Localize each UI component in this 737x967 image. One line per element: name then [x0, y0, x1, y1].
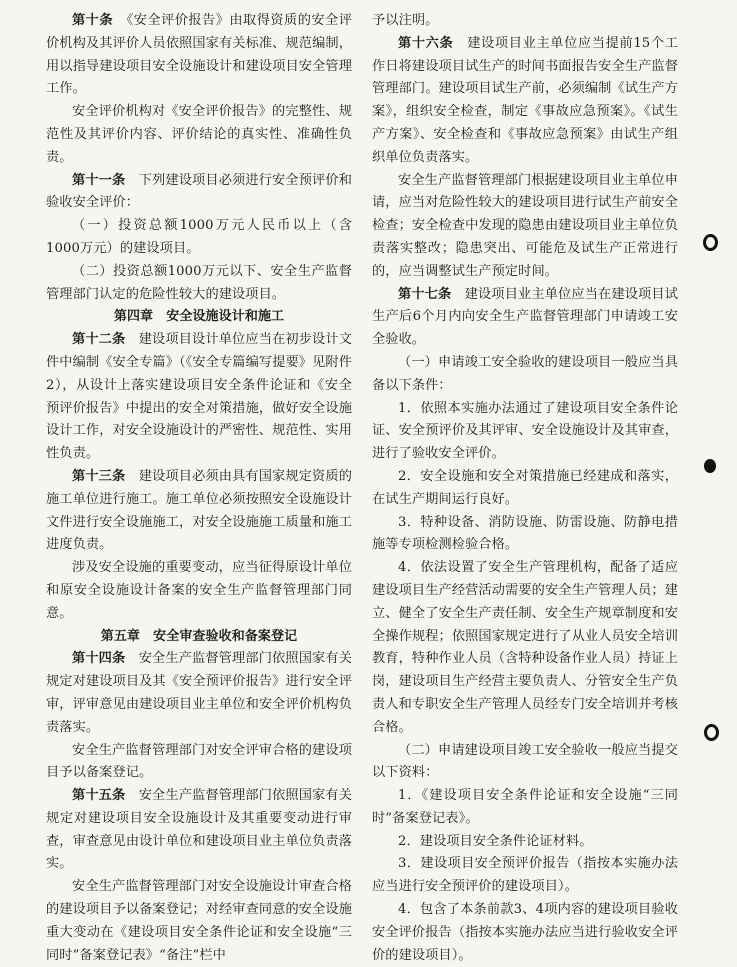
- body-paragraph: （一）投资总额1000万元人民币以上（含1000万元）的建设项目。: [46, 218, 352, 256]
- body-paragraph: （二）投资总额1000万元以下、安全生产监督管理部门认定的危险性较大的建设项目。: [46, 263, 352, 302]
- body-paragraph: 安全生产监督管理部门根据建设项目业主单位申请，应当对危险性较大的建设项目进行试生产前安全检查；安全检查中发现的隐患由建设项目业主单位负责落实整改；隐患突出、可能危及试生产正常进行的，应当调整试生产预定时间。: [372, 172, 678, 279]
- article-text: 建设项目必须由具有国家规定资质的施工单位进行施工。施工单位必须按照安全设施设计文件进行安全设施施工，对安全设施施工质量和施工进度负责。: [46, 468, 352, 553]
- article-paragraph: [46, 785, 352, 876]
- punch-hole-mark: [704, 724, 719, 741]
- article-label: 第十六条: [398, 35, 454, 51]
- article-label: 第十四条: [72, 651, 126, 667]
- article-text: 建设项目业主单位应当提前15个工作日将建设项目试生产的时间书面报告安全生产监督管理部门。建设项目试生产前，必须编制《试生产方案》，组织安全检查，制定《事故应急预案》。《试生产方案》、安全检查和《事故应急预案》由试生产组织单位负责落实。: [372, 35, 678, 165]
- article-text: 安全生产监督管理部门依照国家有关规定对建设项目及其《安全预评价报告》进行安全评审，评审意见由建设项目业主单位和安全评价机构负责落实。: [46, 651, 352, 735]
- article-paragraph: [372, 284, 678, 352]
- body-paragraph: 2．建设项目安全条件论证材料。: [398, 833, 593, 849]
- left-column: [46, 10, 352, 967]
- article-text: 《安全评价报告》由取得资质的安全评价机构及其评价人员依照国家有关标准、规范编制，用以指导建设项目安全设施设计和建设项目安全管理工作。: [46, 13, 352, 97]
- punch-hole-mark: [703, 234, 718, 251]
- article-paragraph: [46, 10, 352, 101]
- right-column: [372, 10, 678, 967]
- article-label: 第十七条: [398, 286, 452, 302]
- article-text: 建设项目设计单位应当在初步设计文件中编制《安全专篇》（《安全专篇编写提要》见附件2），从设计上落实建设项目安全条件论证和《安全预评价报告》中提出的安全对策措施，做好安全设施设计工作，对安全设施设计的严密性、规范性、实用性负责。: [46, 332, 352, 462]
- article-paragraph: [46, 170, 352, 216]
- body-paragraph: 安全生产监督管理部门对安全评审合格的建设项目予以备案登记。: [46, 742, 352, 781]
- article-paragraph: [46, 329, 352, 466]
- article-text: 下列建设项目必须进行安全预评价和验收安全评价：: [46, 172, 352, 211]
- article-label: 第十一条: [72, 172, 126, 188]
- article-label: 第十二条: [72, 332, 126, 348]
- chapter-heading: 第四章 安全设施设计和施工: [113, 309, 285, 325]
- body-paragraph: （二）申请建设项目竣工安全验收一般应当提交以下资料：: [372, 742, 678, 781]
- article-label: 第十五条: [72, 788, 126, 804]
- body-paragraph: 3．建设项目安全预评价报告（指按本实施办法应当进行安全预评价的建设项目）。: [372, 856, 678, 895]
- body-paragraph: 安全生产监督管理部门对安全设施设计审查合格的建设项目予以备案登记；对经审查同意的安全设施重大变动在《建设项目安全条件论证和安全设施“三同时”备案登记表》“备注”栏中: [46, 879, 352, 963]
- article-label: 第十三条: [72, 468, 126, 484]
- article-text: 安全生产监督管理部门依照国家有关规定对建设项目安全设施设计及其重要变动进行审查，审查意见由设计单位和建设项目业主单位负责落实。: [46, 788, 352, 872]
- article-paragraph: [372, 33, 678, 170]
- body-paragraph: 4．包含了本条前款3、4项内容的建设项目验收安全评价报告（指按本实施办法应当进行验收安全评价的建设项目）。: [372, 902, 678, 963]
- body-paragraph: 1．依照本实施办法通过了建设项目安全条件论证、安全预评价及其评审、安全设施设计及其审查，进行了验收安全评价。: [372, 400, 678, 462]
- article-paragraph: [46, 466, 352, 557]
- article-label: 第十条: [72, 13, 113, 28]
- chapter-heading: 第五章 安全审查验收和备案登记: [100, 628, 298, 644]
- article-text: 建设项目业主单位应当在建设项目试生产后6个月内向安全生产监督管理部门申请竣工安全验收。: [372, 286, 678, 348]
- body-paragraph: 3．特种设备、消防设施、防雷设施、防静电措施等专项检测检验合格。: [372, 514, 678, 553]
- body-paragraph: 1．《建设项目安全条件论证和安全设施“三同时”备案登记表》。: [372, 788, 678, 826]
- article-paragraph: [46, 648, 352, 739]
- ink-blot-mark: [704, 459, 716, 473]
- body-paragraph: （一）申请竣工安全验收的建设项目一般应当具备以下条件：: [372, 354, 678, 393]
- body-paragraph: 安全评价机构对《安全评价报告》的完整性、规范性及其评价内容、评价结论的真实性、准确性负责。: [46, 104, 352, 165]
- body-paragraph: 涉及安全设施的重要变动，应当征得原设计单位和原安全设施设计备案的安全生产监督管理部门同意。: [46, 560, 352, 621]
- continuation-text: 予以注明。: [372, 13, 439, 28]
- body-paragraph: 4．依法设置了安全生产管理机构，配备了适应建设项目生产经营活动需要的安全生产管理人员；建立、健全了安全生产责任制、安全生产规章制度和安全操作规程；依照国家规定进行了从业人员安全培训教育，特种作业人员（含特种设备作业人员）持证上岗，建设项目生产经营主要负责人、分管安全生产负责人和专职安全生产管理人员经专门安全培训并考核合格。: [372, 560, 678, 735]
- body-paragraph: 2．安全设施和安全对策措施已经建成和落实，在试生产期间运行良好。: [372, 468, 678, 507]
